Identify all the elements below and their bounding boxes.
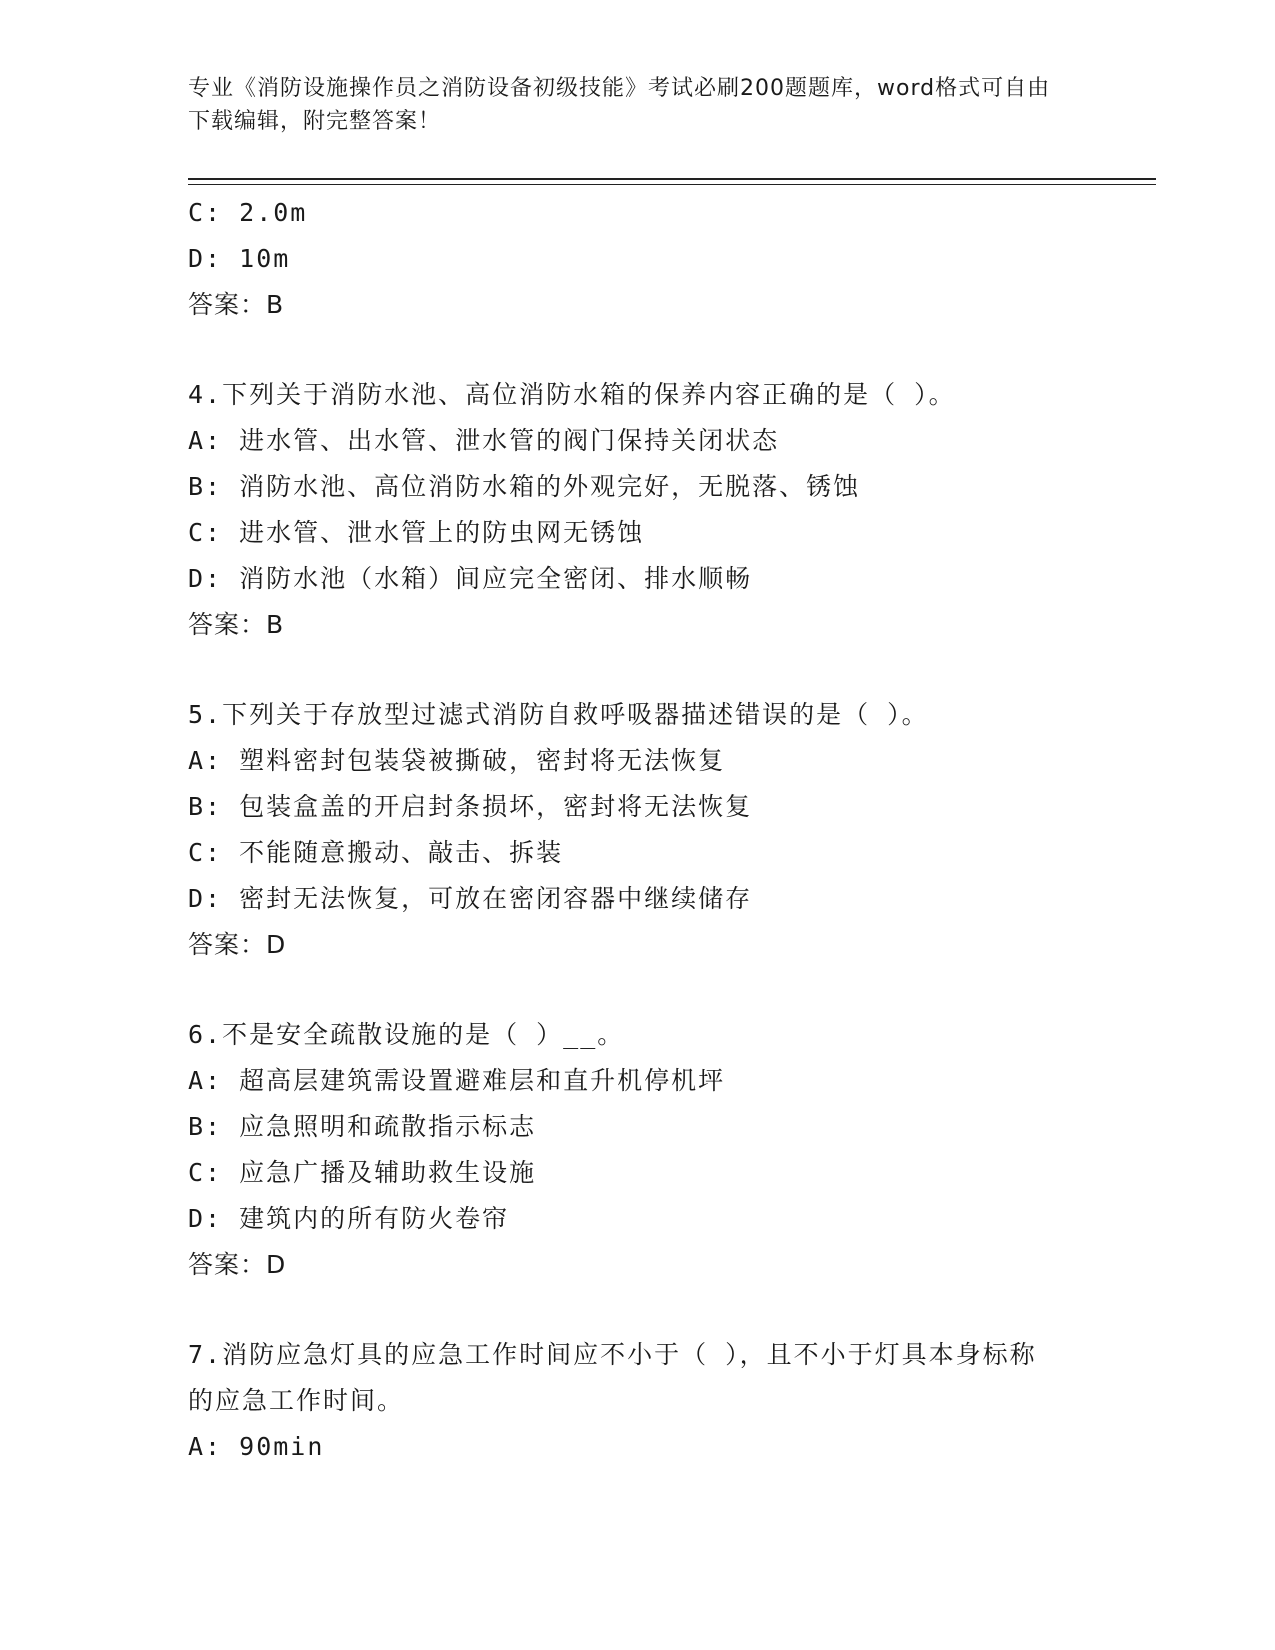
header-divider-thick (188, 178, 1156, 180)
question-text: 4.下列关于消防水池、高位消防水箱的保养内容正确的是（ ）。 (188, 380, 956, 409)
question-text: 7.消防应急灯具的应急工作时间应不小于（ ），且不小于灯具本身标称的应急工作时间。 (188, 1340, 1037, 1415)
page-header: 专业《消防设施操作员之消防设备初级技能》考试必刷200题题库，word格式可自由下载编辑，附完整答案！ (188, 76, 1051, 134)
option-b: B: 应急照明和疏散指示标志 (188, 1112, 537, 1141)
option-a: A: 塑料密封包装袋被撕破，密封将无法恢复 (188, 746, 726, 775)
option-a: A: 超高层建筑需设置避难层和直升机停机坪 (188, 1066, 726, 1095)
spacer (188, 648, 1088, 692)
option-c: C: 进水管、泄水管上的防虫网无锈蚀 (188, 518, 645, 547)
option-b: B: 消防水池、高位消防水箱的外观完好，无脱落、锈蚀 (188, 472, 861, 501)
header-divider-thin (188, 184, 1156, 185)
answer-line: 答案：B (188, 290, 285, 319)
answer-line: 答案：D (188, 1250, 287, 1279)
answer-line: 答案：B (188, 610, 285, 639)
option-c: C: 2.0m (188, 198, 308, 227)
option-a: A: 进水管、出水管、泄水管的阀门保持关闭状态 (188, 426, 780, 455)
spacer (188, 328, 1088, 372)
option-d: D: 10m (188, 244, 291, 273)
option-d: D: 密封无法恢复，可放在密闭容器中继续储存 (188, 884, 753, 913)
question-6 (188, 1012, 1088, 1288)
question-5 (188, 692, 1088, 968)
option-c: C: 不能随意搬动、敲击、拆装 (188, 838, 564, 867)
option-b: B: 包装盒盖的开启封条损坏，密封将无法恢复 (188, 792, 753, 821)
option-d: D: 消防水池（水箱）间应完全密闭、排水顺畅 (188, 564, 753, 593)
question-text: 5.下列关于存放型过滤式消防自救呼吸器描述错误的是（ ）。 (188, 700, 929, 729)
document-content (188, 190, 1088, 1470)
question-4 (188, 372, 1088, 648)
option-d: D: 建筑内的所有防火卷帘 (188, 1204, 510, 1233)
question-3-continued (188, 190, 1088, 328)
spacer (188, 1288, 1088, 1332)
option-a: A: 90min (188, 1432, 325, 1461)
spacer (188, 968, 1088, 1012)
question-7 (188, 1332, 1088, 1470)
question-text: 6.不是安全疏散设施的是（ ）__。 (188, 1020, 625, 1049)
option-c: C: 应急广播及辅助救生设施 (188, 1158, 537, 1187)
answer-line: 答案：D (188, 930, 287, 959)
